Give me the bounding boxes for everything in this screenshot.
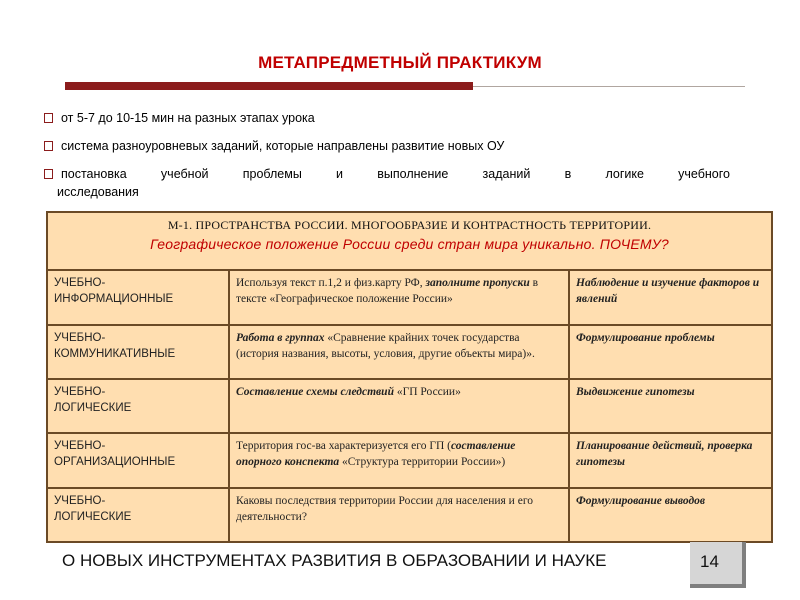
activity-emphasis: Составление схемы следствий <box>236 385 394 398</box>
table-header-cell <box>47 212 772 270</box>
bullet-item <box>44 166 730 183</box>
category-label: ИНФОРМАЦИОННЫЕ <box>54 293 174 306</box>
category-label: ЛОГИЧЕСКИЕ <box>54 401 132 414</box>
category-cell <box>47 379 229 433</box>
category-cell <box>47 270 229 324</box>
activity-cell <box>229 270 569 324</box>
bullet-text: постановка учебной проблемы и выполнение заданий в логике учебного <box>61 167 730 181</box>
activity-text: Используя текст п.1,2 и физ.карту РФ, <box>236 277 426 290</box>
activity-cell <box>229 325 569 379</box>
page-number: 14 <box>700 552 719 571</box>
category-label: УЧЕБНО- <box>54 331 106 344</box>
table-row <box>47 325 772 379</box>
bullet-item <box>44 138 504 155</box>
bullet-marker-icon <box>44 141 53 151</box>
table-subheading: Географическое положение России среди стран мира уникально. ПОЧЕМУ? <box>150 236 669 252</box>
result-cell: Наблюдение и изучение факторов и явлений <box>569 270 772 324</box>
category-label: УЧЕБНО- <box>54 277 106 290</box>
table-row <box>47 270 772 324</box>
bullet-marker-icon <box>44 113 53 123</box>
table-header-row <box>47 212 772 270</box>
category-label: КОММУНИКАТИВНЫЕ <box>54 347 176 360</box>
activity-emphasis: Работа в группах <box>236 331 325 344</box>
bullet-text: от 5-7 до 10-15 мин на разных этапах урока <box>61 111 315 125</box>
bullet-text: система разноуровневых заданий, которые направлены развитие новых ОУ <box>61 139 505 153</box>
result-cell: Формулирование выводов <box>569 488 772 542</box>
activity-text: «Структура территории России») <box>339 456 506 469</box>
bullet-marker-icon <box>44 169 53 179</box>
bullet-item <box>44 110 315 127</box>
title-accent-bar <box>65 82 473 90</box>
activity-text: Каковы последствия территории России для населения и его деятельности? <box>236 494 533 523</box>
result-cell: Выдвижение гипотезы <box>569 379 772 433</box>
table-row <box>47 488 772 542</box>
category-label: УЧЕБНО- <box>54 494 106 507</box>
activity-emphasis: заполните пропуски <box>425 277 530 290</box>
activity-text: в тексте «Географическое положение России» <box>236 277 539 306</box>
activity-cell <box>229 488 569 542</box>
activity-cell <box>229 379 569 433</box>
table-row <box>47 433 772 487</box>
result-cell: Планирование действий, проверка гипотезы <box>569 433 772 487</box>
category-cell <box>47 433 229 487</box>
category-label: УЧЕБНО- <box>54 385 106 398</box>
activity-text: Территория гос-ва характеризуется его ГП ( <box>236 440 451 453</box>
category-cell <box>47 325 229 379</box>
category-label: ОРГАНИЗАЦИОННЫЕ <box>54 456 176 469</box>
practicum-table <box>46 211 773 543</box>
activity-emphasis: составление опорного конспекта <box>236 440 516 469</box>
slide-title: МЕТАПРЕДМЕТНЫЙ ПРАКТИКУМ <box>258 53 542 72</box>
activity-cell <box>229 433 569 487</box>
table-row <box>47 379 772 433</box>
table-heading: М-1. ПРОСТРАНСТВА РОССИИ. МНОГООБРАЗИЕ И КОНТРАСТНОСТЬ ТЕРРИТОРИИ. <box>167 218 652 232</box>
activity-text: «ГП России» <box>393 385 461 398</box>
activity-text: «Сравнение крайних точек государства (история названия, высоты, условия, другие объекты мира)». <box>236 331 535 360</box>
category-cell <box>47 488 229 542</box>
category-label: УЧЕБНО- <box>54 440 106 453</box>
result-cell: Формулирование проблемы <box>569 325 772 379</box>
bullet-text-continued: исследования <box>57 185 139 199</box>
footer-text: О НОВЫХ ИНСТРУМЕНТАХ РАЗВИТИЯ В ОБРАЗОВАНИИ И НАУКЕ <box>62 551 607 570</box>
category-label: ЛОГИЧЕСКИЕ <box>54 510 132 523</box>
